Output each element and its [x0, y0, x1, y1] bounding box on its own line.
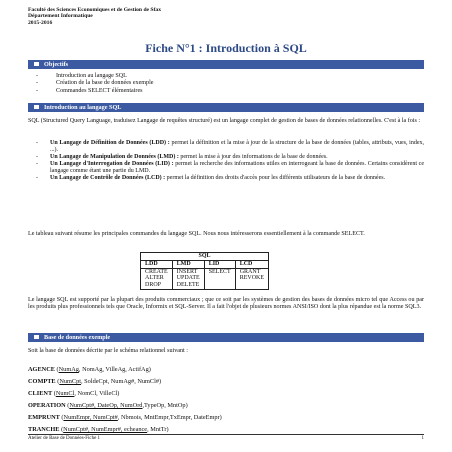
table-title: SQL: [141, 253, 269, 261]
table-cell: INSERT UPDATE DELETE: [172, 268, 204, 289]
list-item-lid: - Un Langage d'Interrogation de Données (LID) : permet la recherche des informations utiles en interrogeant la base de données. Certains considèrent ce langage comme étant une partie du LMD.: [28, 161, 424, 175]
section-intro-label: Introduction au langage SQL: [44, 104, 122, 111]
section-intro-header: [28, 103, 424, 112]
footer-left: Atelier de Base de Données-Fiche 1: [28, 436, 101, 441]
column-header: LMD: [172, 260, 204, 268]
schema-row-emprunt: EMPRUNT (NumEmpr, NumCpt#, Nbmois, MntEmpr,TxEmpr, DateEmpr): [28, 414, 222, 421]
column-header: LDD: [141, 260, 173, 268]
table-cell: SELECT: [204, 268, 235, 289]
objectifs-list: [28, 73, 424, 95]
sql-commands-table: [140, 252, 269, 290]
table-cell: CREATE ALTER DROP: [141, 268, 173, 289]
section-objectifs-label: Objectifs: [44, 61, 69, 68]
institution-header: [28, 7, 161, 26]
langages-list: [28, 140, 424, 182]
objectifs-list-box: [28, 73, 424, 95]
section-base-label: Base de données exemple: [44, 334, 111, 341]
schema-row-operation: OPERATION (NumCpt#, DateOp, NumOrd,TypeOp, MntOp): [28, 402, 188, 409]
intro-paragraph-2: Le tableau suivant résume les principales commandes du langage SQL. Nous nous intéresserons essentiellement à la commande SELECT.: [28, 231, 365, 237]
square-bullet-icon: [34, 335, 39, 339]
langages-list-box: [28, 140, 424, 182]
column-header: LID: [204, 260, 235, 268]
table-row: [141, 268, 269, 289]
list-item: - Introduction au langage SQL: [28, 73, 424, 80]
schema-row-agence: AGENCE (NumAg, NomAg, VilleAg, ActifAg): [28, 366, 151, 373]
page-number: 1: [421, 436, 424, 441]
column-header: LCD: [235, 260, 268, 268]
list-item-ldd: - Un Langage de Définition de Données (LDD) : permet la définition et la mise à jour de la structure de la base de données (tables, attributs, vues, index, ...).: [28, 140, 424, 154]
header-year: 2015-2016: [28, 19, 53, 26]
section-objectifs-header: [28, 60, 424, 69]
section-base-header: [28, 333, 424, 342]
intro-paragraph-3: Le langage SQL est supporté par la plupart des produits commerciaux ; que ce soit par les systèmes de gestion des bases de données micro tel que Access ou par les produits plus professionnels tels que Oracle, Informix et SQL-Server. Il a fait l'objet de plusieurs normes ANSI/ISO dont la plus répandue est la norme SQL3.: [28, 297, 424, 311]
schema-row-compte: COMPTE (NumCpt, SoldeCpt, NumAg#, NumCl#): [28, 378, 162, 385]
schema-row-client: CLIENT (NumCl, NomCl, VilleCl): [28, 390, 120, 397]
intro-paragraph-1: SQL (Structured Query Language, traduisez Langage de requêtes structuré) est un langage complet de gestion de bases de données relationnelles. C'est à la fois :: [28, 118, 421, 124]
header-department: Département Informatique: [28, 13, 93, 20]
square-bullet-icon: [34, 62, 39, 66]
page-title: Fiche N°1 : Introduction à SQL: [145, 41, 307, 55]
list-item-lmd: - Un Langage de Manipulation de Données (LMD) : permet la mise à jour des informations de la base de données.: [28, 154, 424, 161]
list-item: - Commandes SELECT élémentaires: [28, 88, 424, 95]
header-faculty: Faculté des Sciences Economiques et de Gestion de Sfax: [28, 7, 161, 13]
page-footer: [28, 434, 424, 441]
table-cell: GRANT REVOKE: [235, 268, 268, 289]
table-header-row: [141, 260, 269, 268]
schema-row-tranche: TRANCHE (NumCpt#, NumEmpr#, echeance, MntTr): [28, 426, 169, 433]
list-item-lcd: - Un Langage de Contrôle de Données (LCD) : permet la définition des droits d'accès pour les différents utilisateurs de la base de données.: [28, 175, 424, 182]
list-item: - Création de la base de données exemple: [28, 80, 424, 87]
base-paragraph: Soit la base de données décrite par le schéma relationnel suivant :: [28, 348, 188, 354]
square-bullet-icon: [34, 105, 39, 109]
